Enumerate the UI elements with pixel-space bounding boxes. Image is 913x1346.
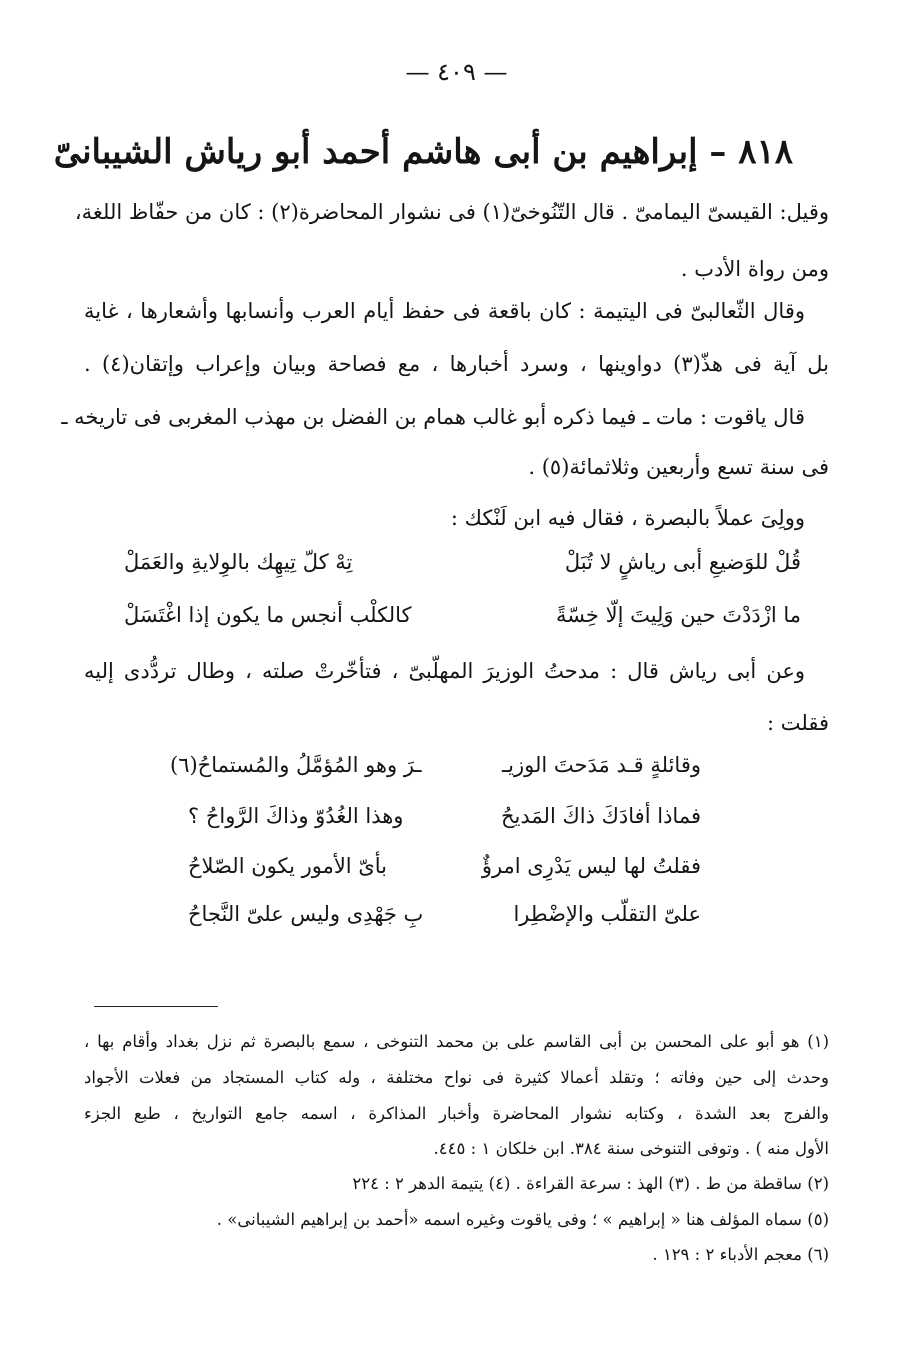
footnote-line: الأول منه ) . وتوفى التنوخى سنة ٣٨٤. ابن خلكان ١ : ٤٤٥. [433,1139,829,1158]
footnote-line: (٥) سماه المؤلف هنا « إبراهيم » ؛ وفى ياقوت وغيره اسمه «أحمد بن إبراهيم الشيبانى» . [216,1210,829,1229]
poem-hemistich-second: وهذا الغُدُوّ وذاكَ الرَّواحُ ؟ [188,804,404,828]
body-line: قال ياقوت : مات ـ فيما ذكره أبو غالب همام بن الفضل بن مهذب المغربى فى تاريخه ـ [61,405,805,429]
body-line: وقال الثّعالبىّ فى اليتيمة : كان باقعة فى حفظ أيام العرب وأنسابها وأشعارها ، غاية [84,299,805,323]
poem-hemistich-second: كالكلْب أنجس ما يكون إذا اغْتَسَلْ [124,603,412,627]
body-line: ومن رواة الأدب . [680,257,829,281]
footnote-divider [94,1006,218,1007]
poem-hemistich-first: وقائلةٍ قـد مَدَحتَ الوزيـ [502,753,701,777]
body-line: وعن أبى رياش قال : مدحتُ الوزيرَ المهلّبىّ ، فتأخّرتْ صلته ، وطال تردُّدى إليه [84,659,805,683]
poem-hemistich-first: ما ازْدَدْتَ حين وَلِيتَ إلّا خِسّةً [555,603,801,627]
poem-hemistich-first: قُلْ للوَضيعِ أبى رياشٍ لا تُبَلْ [564,550,801,574]
poem-hemistich-second: بأىّ الأمور يكون الصّلاحُ [188,854,387,878]
footnote-line: (٦) معجم الأدباء ٢ : ١٢٩ . [652,1245,829,1264]
poem-hemistich-first: فماذا أفادَكَ ذاكَ المَديحُ [500,804,701,828]
body-line: وقيل: القيسىّ اليمامىّ . قال التّنُوخىّ(١) فى نشوار المحاضرة(٢) : كان من حفّاظ اللغة، [74,200,829,224]
footnote-line: وحدث إلى حين وفاته ؛ وتقلد أعمالا كثيرة فى نواح مختلفة ، وله كتاب المستجاد من فعلات الأجواد [84,1068,829,1087]
body-line: وولِىَ عملاً بالبصرة ، فقال فيه ابن لَنْكك : [450,506,805,530]
footnote-line: والفرج بعد الشدة ، وكتابه نشوار المحاضرة وأخبار المذاكرة ، اسمه جامع التواريخ ، طبع الجزء [84,1104,829,1123]
poem-hemistich-second: تِهْ كلّ تِيهِك بالوِلايةِ والعَمَلْ [124,550,353,574]
poem-hemistich-second: بِ جَهْدِى وليس علىّ النَّجاحُ [188,902,424,926]
poem-hemistich-first: فقلتُ لها ليس يَدْرِى امرؤٌ [481,854,701,878]
body-line: بل آية فى هذّ(٣) دواوينها ، وسرد أخبارها ، مع فصاحة وبيان وإعراب وإتقان(٤) . [84,352,830,376]
page-number: — ٤٠٩ — [405,58,508,86]
body-line: فقلت : [767,711,829,735]
footnote-line: (١) هو أبو على المحسن بن أبى القاسم على بن محمد التنوخى ، سمع بالبصرة ثم نزل بغداد وأقام بها ، [84,1032,829,1051]
footnote-line: (٢) ساقطة من ط . (٣) الهذ : سرعة القراءة . (٤) يتيمة الدهر ٢ : ٢٢٤ [352,1174,829,1193]
poem-hemistich-first: علىّ التقلّب والإضْطِرا [513,902,701,926]
poem-hemistich-second: ـرَ وهو المُؤمَّلُ والمُستماحُ(٦) [170,753,422,777]
entry-title: ٨١٨ – إبراهيم بن أبى هاشم أحمد أبو رياش الشيبانىّ [53,132,793,172]
body-line: فى سنة تسع وأربعين وثلاثمائة(٥) . [528,455,829,479]
